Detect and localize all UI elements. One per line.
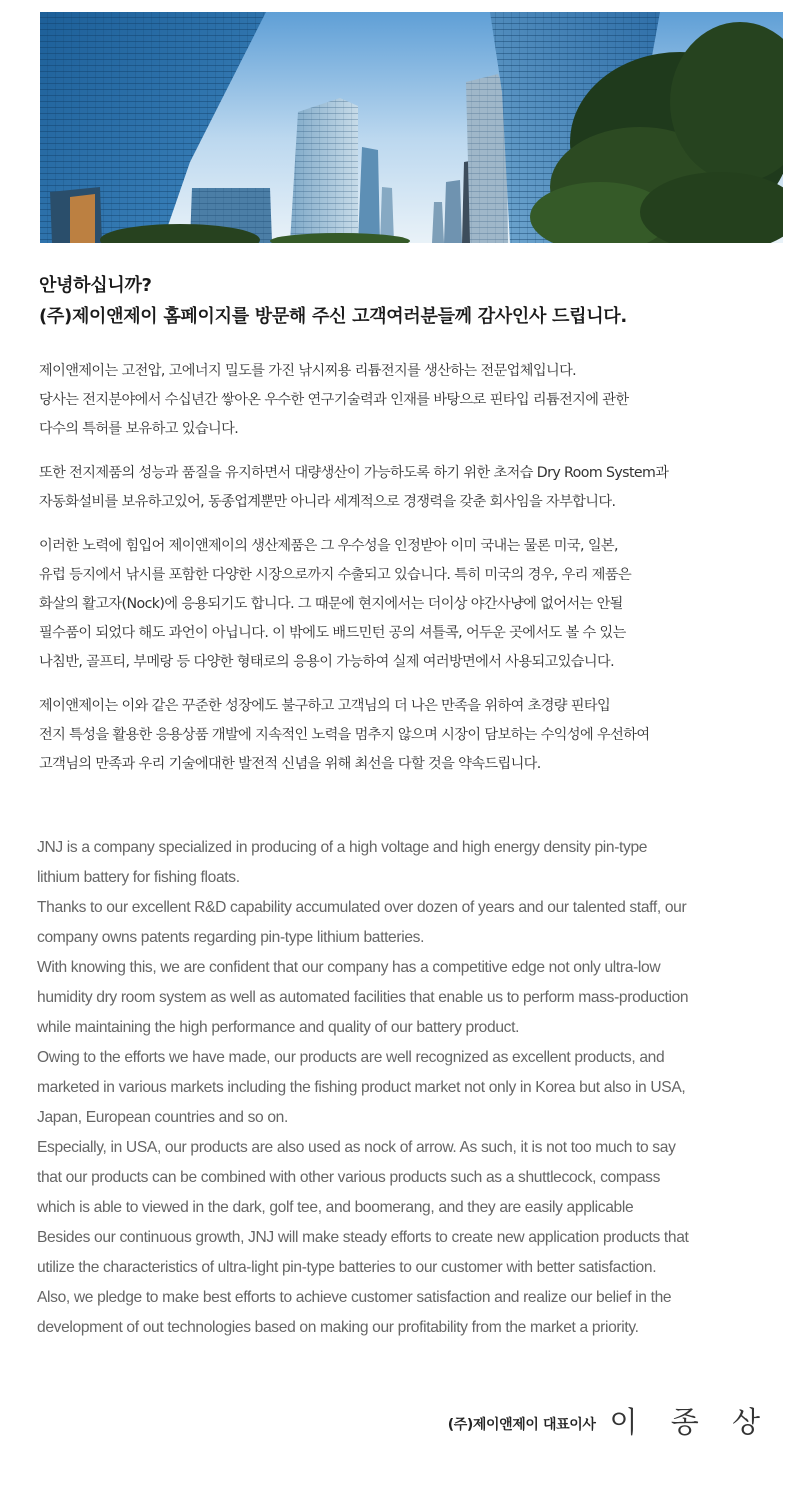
korean-text-line: 고객님의 만족과 우리 기술에대한 발전적 신념을 위해 최선을 다할 것을 약속드립니다.: [39, 756, 541, 772]
english-introduction: [37, 833, 782, 1343]
english-text-line: Also, we pledge to make best efforts to achieve customer satisfaction and realize our belief in the: [37, 1289, 672, 1306]
ceo-signature: [448, 1400, 772, 1441]
english-text-line: With knowing this, we are confident that our company has a competitive edge not only ultra-low: [37, 959, 661, 976]
korean-text-line: 필수품이 되었다 해도 과언이 아닙니다. 이 밖에도 배드민턴 공의 셔틀콕, 어두운 곳에서도 볼 수 있는: [39, 625, 626, 641]
korean-paragraph-3: [39, 531, 784, 677]
english-text-line: lithium battery for fishing floats.: [37, 869, 240, 886]
signature-title: (주)제이앤제이 대표이사: [447, 1416, 596, 1433]
korean-introduction: [39, 356, 784, 793]
hero-image: [40, 12, 783, 243]
english-text-line: Owing to the efforts we have made, our products are well recognized as excellent products, and: [37, 1049, 665, 1066]
korean-text-line: 화살의 활고자(Nock)에 응용되기도 합니다. 그 때문에 현지에서는 더이상 야간사냥에 없어서는 안될: [39, 596, 623, 612]
english-text-line: utilize the characteristics of ultra-light pin-type batteries to our customer with better satisfaction.: [37, 1259, 657, 1276]
greeting-heading: [39, 270, 779, 332]
english-text-line: development of out technologies based on making our profitability from the market a priority.: [37, 1319, 639, 1336]
english-text-line: that our products can be combined with other various products such as a shuttlecock, compass: [37, 1169, 661, 1186]
greeting-line-1: 안녕하십니까?: [39, 275, 152, 296]
korean-text-line: 당사는 전지분야에서 수십년간 쌓아온 우수한 연구기술력과 인재를 바탕으로 핀타입 리튬전지에 관한: [39, 392, 629, 408]
english-text-line: humidity dry room system as well as automated facilities that enable us to perform mass-production: [37, 989, 689, 1006]
korean-paragraph-2: [39, 458, 784, 517]
greeting-line-2: (주)제이앤제이 홈페이지를 방문해 주신 고객여러분들께 감사인사 드립니다.: [39, 306, 627, 327]
signature-name: 이 종 상: [609, 1405, 772, 1439]
english-text-line: company owns patents regarding pin-type lithium batteries.: [37, 929, 425, 946]
korean-paragraph-4: [39, 691, 784, 779]
korean-text-line: 제이앤제이는 고전압, 고에너지 밀도를 가진 낚시찌용 리튬전지를 생산하는 전문업체입니다.: [39, 363, 577, 379]
english-text-line: Especially, in USA, our products are also used as nock of arrow. As such, it is not too much to say: [37, 1139, 676, 1156]
english-text-line: which is able to viewed in the dark, golf tee, and boomerang, and they are easily applicable: [37, 1199, 634, 1216]
korean-text-line: 나침반, 골프티, 부메랑 등 다양한 형태로의 응용이 가능하여 실제 여러방면에서 사용되고있습니다.: [39, 654, 615, 670]
english-text-line: JNJ is a company specialized in producing of a high voltage and high energy density pin-type: [37, 839, 648, 856]
korean-text-line: 제이앤제이는 이와 같은 꾸준한 성장에도 불구하고 고객님의 더 나은 만족을 위하여 초경량 핀타입: [39, 698, 611, 714]
korean-text-line: 다수의 특허를 보유하고 있습니다.: [39, 421, 239, 437]
korean-paragraph-1: [39, 356, 784, 444]
korean-text-line: 이러한 노력에 힘입어 제이앤제이의 생산제품은 그 우수성을 인정받아 이미 국내는 물론 미국, 일본,: [39, 538, 618, 554]
korean-text-line: 유럽 등지에서 낚시를 포함한 다양한 시장으로까지 수출되고 있습니다. 특히 미국의 경우, 우리 제품은: [39, 567, 632, 583]
korean-text-line: 전지 특성을 활용한 응용상품 개발에 지속적인 노력을 멈추지 않으며 시장이 담보하는 수익성에 우선하여: [39, 727, 650, 743]
english-text-line: Thanks to our excellent R&D capability accumulated over dozen of years and our talented staff, our: [37, 899, 687, 916]
city-skyline-illustration: [40, 12, 783, 243]
english-text-line: Japan, European countries and so on.: [37, 1109, 288, 1126]
english-text-line: Besides our continuous growth, JNJ will make steady efforts to create new application products that: [37, 1229, 689, 1246]
english-text-line: while maintaining the high performance and quality of our battery product.: [37, 1019, 520, 1036]
korean-text-line: 또한 전지제품의 성능과 품질을 유지하면서 대량생산이 가능하도록 하기 위한 초저습 Dry Room System과: [39, 465, 669, 481]
english-text-line: marketed in various markets including the fishing product market not only in Korea but also in USA,: [37, 1079, 686, 1096]
korean-text-line: 자동화설비를 보유하고있어, 동종업계뿐만 아니라 세계적으로 경쟁력을 갖춘 회사임을 자부합니다.: [39, 494, 616, 510]
